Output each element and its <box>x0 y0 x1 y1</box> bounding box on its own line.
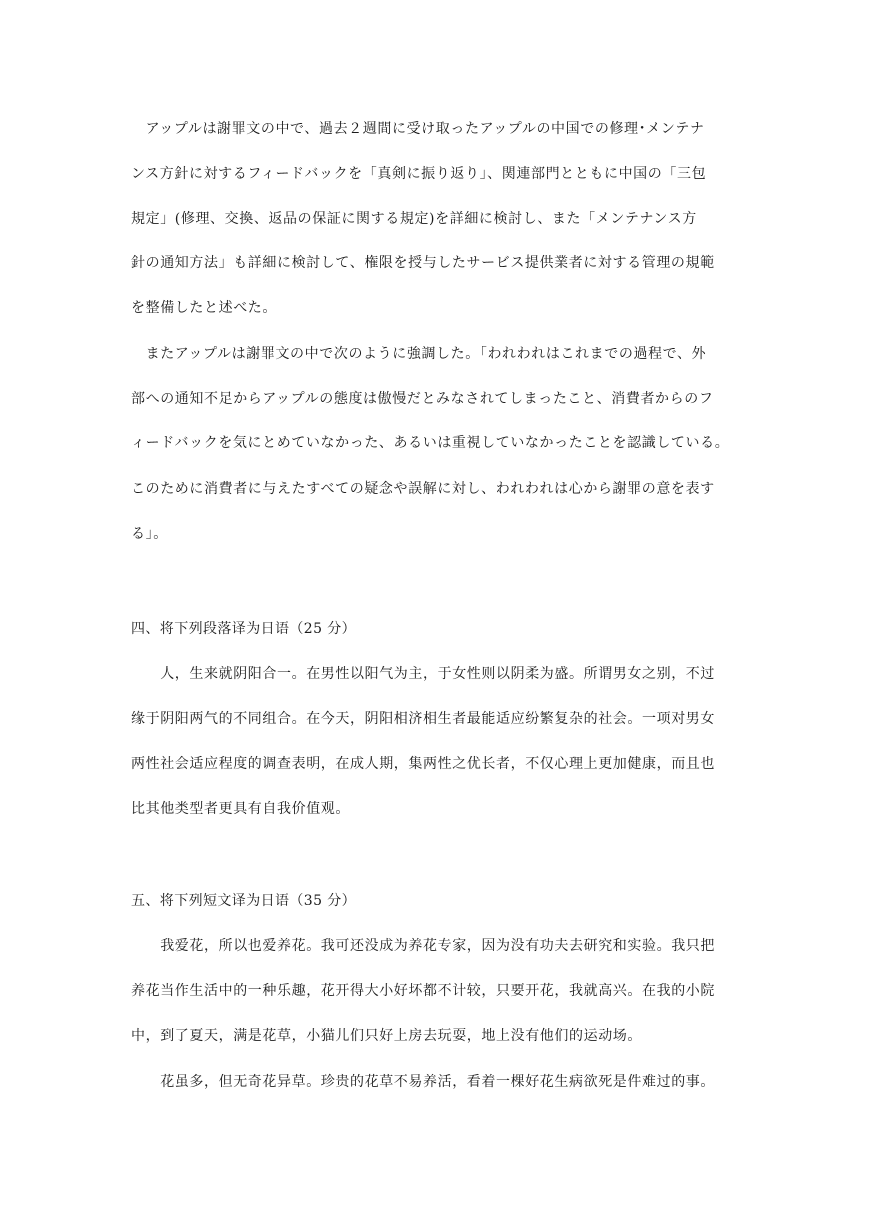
text-line: 中，到了夏天，满是花草，小猫儿们只好上房去玩耍，地上没有他们的运动场。 <box>131 1028 642 1044</box>
text-line: 規定」(修理、交換、返品の保証に関する規定)を詳細に検討し、また「メンテナンス方 <box>131 211 697 227</box>
text-line: 花虽多，但无奇花异草。珍贵的花草不易养活，看着一棵好花生病欲死是件难过的事。 <box>131 1074 715 1090</box>
text-line: ィードバックを気にとめていなかった、あるいは重視していなかったことを認識している。 <box>131 435 730 451</box>
text-line: る｣。 <box>131 526 168 542</box>
section-heading: 四、将下列段落译为日语（25 分） <box>131 621 357 637</box>
text-line: 部への通知不足からアップルの態度は傲慢だとみなされてしまったこと、消費者からのフ <box>131 391 714 407</box>
text-line: 缘于阴阳两气的不同组合。在今天，阴阳相济相生者最能适应纷繁复杂的社会。一项对男女 <box>131 711 715 727</box>
text-line: 人，生来就阴阳合一。在男性以阳气为主，于女性则以阴柔为盛。所谓男女之别，不过 <box>131 666 715 682</box>
text-line: 我爱花，所以也爱养花。我可还没成为养花专家，因为没有功夫去研究和实验。我只把 <box>131 938 715 954</box>
text-line: 两性社会适应程度的调查表明，在成人期，集两性之优长者，不仅心理上更加健康，而且也 <box>131 756 715 772</box>
text-line: このために消費者に与えたすべての疑念や誤解に対し、われわれは心から謝罪の意を表す <box>131 481 715 497</box>
text-line: ンス方針に対するフィードバックを「真剣に振り返り」、関連部門とともに中国の「三包 <box>131 166 707 182</box>
text-line: 养花当作生活中的一种乐趣，花开得大小好坏都不计较，只要开花，我就高兴。在我的小院 <box>131 983 715 999</box>
section-heading: 五、将下列短文译为日语（35 分） <box>131 893 357 909</box>
text-line: 比其他类型者更具有自我价值观。 <box>131 801 350 817</box>
text-line: アップルは謝罪文の中で、過去２週間に受け取ったアップルの中国での修理･メンテナ <box>131 121 705 137</box>
text-line: を整備したと述べた。 <box>131 300 277 316</box>
text-line: またアップルは謝罪文の中で次のように強調した。｢われわれはこれまでの過程で、外 <box>131 346 707 362</box>
text-line: 針の通知方法」も詳細に検討して、権限を授与したサービス提供業者に対する管理の規範 <box>131 255 715 271</box>
